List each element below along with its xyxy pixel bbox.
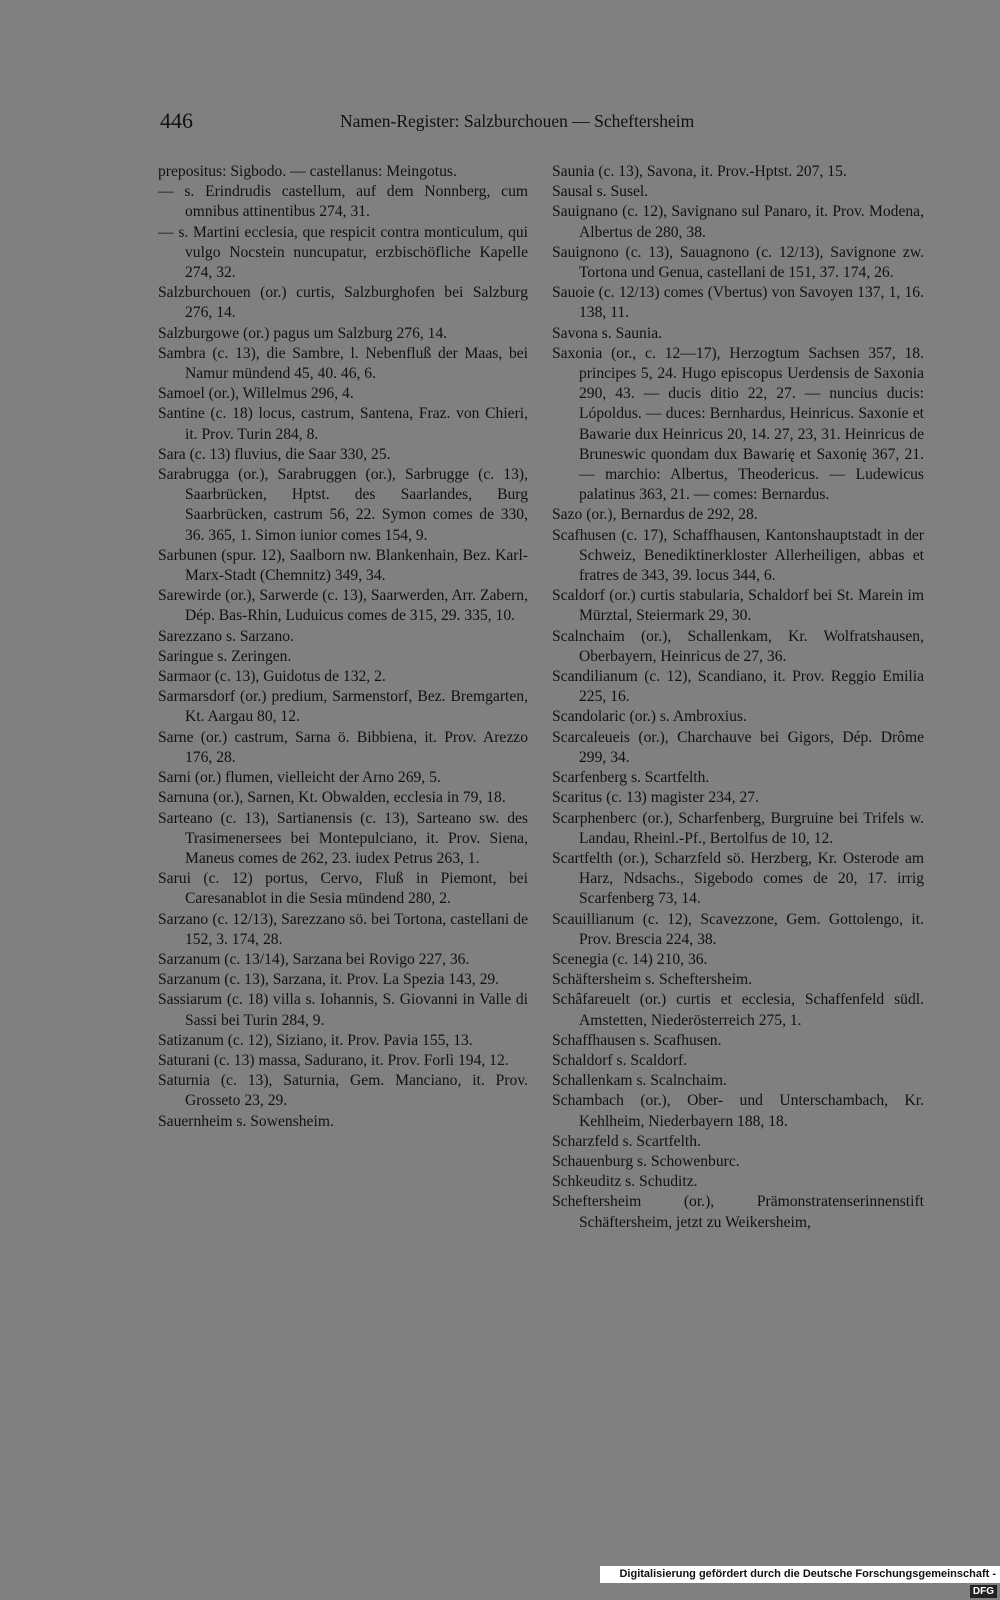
index-entry: Scharzfeld s. Scartfelth.: [552, 1132, 701, 1150]
index-entry: Scheftersheim (or.), Prämonstratenserinnenstift Schäftersheim, jetzt zu Weikersheim,: [552, 1193, 924, 1231]
index-entry: Scaritus (c. 13) magister 234, 27.: [552, 789, 760, 807]
index-entry: Sarzanum (c. 13), Sarzana, it. Prov. La Spezia 143, 29.: [158, 971, 500, 989]
index-entry: Sarzano (c. 12/13), Sarezzano sö. bei Tortona, castellani de 152, 3. 174, 28.: [158, 910, 528, 948]
footer-text: Digitalisierung gefördert durch die Deutsche Forschungsgemeinschaft -: [619, 1568, 996, 1580]
running-title: Namen-Register: Salzburchouen — Scheftersheim: [340, 111, 695, 131]
index-entry: Sarni (or.) flumen, vielleicht der Arno 269, 5.: [158, 769, 441, 787]
index-entry: Samoel (or.), Willelmus 296, 4.: [158, 385, 354, 403]
index-entry: Sassiarum (c. 18) villa s. Iohannis, S. Giovanni in Valle di Sassi bei Turin 284, 9.: [158, 991, 528, 1029]
index-entry: Schäftersheim s. Scheftersheim.: [552, 971, 753, 989]
index-entry: Scafhusen (c. 17), Schaffhausen, Kantonshauptstadt in der Schweiz, Benediktinerkloster Allerheiligen, abbas et fratres de 343, 39. locus 344, 6.: [552, 526, 924, 585]
page-number: 446: [160, 108, 193, 133]
index-entry: Santine (c. 18) locus, castrum, Santena, Fraz. von Chieri, it. Prov. Turin 284, 8.: [158, 405, 528, 443]
index-entry: Schauenburg s. Schowenburc.: [552, 1152, 740, 1170]
index-entry: Sara (c. 13) fluvius, die Saar 330, 25.: [158, 445, 391, 463]
index-entry: Sauignano (c. 12), Savignano sul Panaro, it. Prov. Modena, Albertus de 280, 38.: [552, 203, 924, 241]
index-entry: — s. Martini ecclesia, que respicit contra monticulum, qui vulgo Nocstein nuncupatur, erzbischöfliche Kapelle 274, 32.: [158, 223, 528, 282]
index-entry: Schallenkam s. Scalnchaim.: [552, 1072, 727, 1090]
index-entry: Saturnia (c. 13), Saturnia, Gem. Manciano, it. Prov. Grosseto 23, 29.: [158, 1072, 528, 1110]
index-entry: Sauernheim s. Sowensheim.: [158, 1112, 334, 1130]
index-entry: Scaldorf (or.) curtis stabularia, Schaldorf bei St. Marein im Mürztal, Steiermark 29, 30.: [552, 587, 924, 625]
index-entry: Satizanum (c. 12), Siziano, it. Prov. Pavia 155, 13.: [158, 1031, 473, 1049]
index-entry: Sarezzano s. Sarzano.: [158, 627, 294, 645]
index-entry: Sarewirde (or.), Sarwerde (c. 13), Saarwerden, Arr. Zabern, Dép. Bas-Rhin, Luduicus comes de 315, 29. 335, 10.: [158, 587, 528, 625]
index-entry: Scarcaleueis (or.), Charchauve bei Gigors, Dép. Drôme 299, 34.: [552, 728, 924, 766]
left-column: [158, 162, 528, 1132]
index-entry: Saxonia (or., c. 12—17), Herzogtum Sachsen 357, 18. principes 5, 24. Hugo episcopus Uerdensis de Saxonia 290, 43. — ducis ditio 22, 27. — nuncius ducis: Lópoldus. — duces: Bernhardus, Heinricus. Saxonie et Bawarie dux Heinricus 20, 14. 27, 23, 31. Heinricus de Bruneswic quondam dux Bawarię et Saxonię 367, 21. — marchio: Albertus, Theodericus. — Ludewicus palatinus 363, 21. — comes: Bernardus.: [552, 344, 924, 504]
index-entry: Saringue s. Zeringen.: [158, 647, 292, 665]
index-entry: Sarmaor (c. 13), Guidotus de 132, 2.: [158, 668, 386, 686]
index-entry: Schâfareuelt (or.) curtis et ecclesia, Schaffenfeld südl. Amstetten, Niederösterreich 275, 1.: [552, 991, 924, 1029]
index-entry: Salzburgowe (or.) pagus um Salzburg 276, 14.: [158, 324, 448, 342]
index-entry: Sarzanum (c. 13/14), Sarzana bei Rovigo 227, 36.: [158, 950, 470, 968]
index-entry: Scandolaric (or.) s. Ambroxius.: [552, 708, 747, 726]
index-entry: Scauillianum (c. 12), Scavezzone, Gem. Gottolengo, it. Prov. Brescia 224, 38.: [552, 910, 924, 948]
index-entry: Scalnchaim (or.), Schallenkam, Kr. Wolfratshausen, Oberbayern, Heinricus de 27, 36.: [552, 627, 924, 665]
index-entry: Scandilianum (c. 12), Scandiano, it. Prov. Reggio Emilia 225, 16.: [552, 668, 924, 706]
index-entry: Sarabrugga (or.), Sarabruggen (or.), Sarbrugge (c. 13), Saarbrücken, Hptst. des Saarlandes, Burg Saarbrücken, castrum 56, 22. Symon comes de 330, 36. 365, 1. Simon iunior comes 154, 9.: [158, 466, 528, 544]
index-entry: Scenegia (c. 14) 210, 36.: [552, 950, 708, 968]
index-entry: Sazo (or.), Bernardus de 292, 28.: [552, 506, 758, 524]
index-entry: Scartfelth (or.), Scharzfeld sö. Herzberg, Kr. Osterode am Harz, Ndsachs., Sigebodo comes de 20, 17. irrig Scarfenberg 73, 14.: [552, 849, 924, 908]
index-entry: Schambach (or.), Ober- und Unterschambach, Kr. Kehlheim, Niederbayern 188, 18.: [552, 1092, 924, 1130]
index-entry: Saunia (c. 13), Savona, it. Prov.-Hptst. 207, 15.: [552, 163, 847, 180]
index-entry: Sambra (c. 13), die Sambre, l. Nebenfluß der Maas, bei Namur mündend 45, 40. 46, 6.: [158, 344, 528, 383]
index-entry: prepositus: Sigbodo. — castellanus: Meingotus.: [158, 163, 457, 180]
right-column: [552, 162, 924, 1233]
index-entry: Sarteano (c. 13), Sartianensis (c. 13), Sarteano sw. des Trasimenersees bei Montepulciano, it. Prov. Siena, Maneus comes de 262, 23. iudex Petrus 263, 1.: [158, 809, 528, 867]
index-entry: Sauoie (c. 12/13) comes (Vbertus) von Savoyen 137, 1, 16. 138, 11.: [552, 284, 924, 322]
index-entry: Savona s. Saunia.: [552, 324, 663, 342]
digitization-footer: [600, 1566, 1000, 1597]
index-entry: Sauignono (c. 13), Sauagnono (c. 12/13), Savignone zw. Tortona und Genua, castellani de 151, 37. 174, 26.: [552, 243, 924, 282]
page-header: [160, 108, 760, 138]
index-entry: Scarfenberg s. Scartfelth.: [552, 769, 710, 787]
index-entry: Schaldorf s. Scaldorf.: [552, 1051, 688, 1069]
index-entry: Sarui (c. 12) portus, Cervo, Fluß in Piemont, bei Caresanablot in die Sesia mündend 280, 2.: [158, 870, 528, 908]
index-entry: Salzburchouen (or.) curtis, Salzburghofen bei Salzburg 276, 14.: [158, 284, 528, 322]
index-entry: Saturani (c. 13) massa, Sadurano, it. Prov. Forlì 194, 12.: [158, 1051, 509, 1069]
index-entry: Sarne (or.) castrum, Sarna ö. Bibbiena, it. Prov. Arezzo 176, 28.: [158, 728, 528, 766]
index-entry: Schkeuditz s. Schuditz.: [552, 1173, 698, 1191]
index-entry: Scarphenberc (or.), Scharfenberg, Burgruine bei Trifels w. Landau, Rheinl.-Pf., Bertolfus de 10, 12.: [552, 809, 924, 847]
index-entry: Sarbunen (spur. 12), Saalborn nw. Blankenhain, Bez. Karl-Marx-Stadt (Chemnitz) 349, 34.: [158, 546, 528, 585]
dfg-logo: DFG: [970, 1585, 997, 1598]
index-entry: Sausal s. Susel.: [552, 183, 649, 201]
index-entry: Schaffhausen s. Scafhusen.: [552, 1031, 722, 1049]
index-entry: Sarmarsdorf (or.) predium, Sarmenstorf, Bez. Bremgarten, Kt. Aargau 80, 12.: [158, 688, 528, 726]
index-entry: Sarnuna (or.), Sarnen, Kt. Obwalden, ecclesia in 79, 18.: [158, 789, 506, 807]
index-entry: — s. Erindrudis castellum, auf dem Nonnberg, cum omnibus attinentibus 274, 31.: [158, 183, 528, 221]
